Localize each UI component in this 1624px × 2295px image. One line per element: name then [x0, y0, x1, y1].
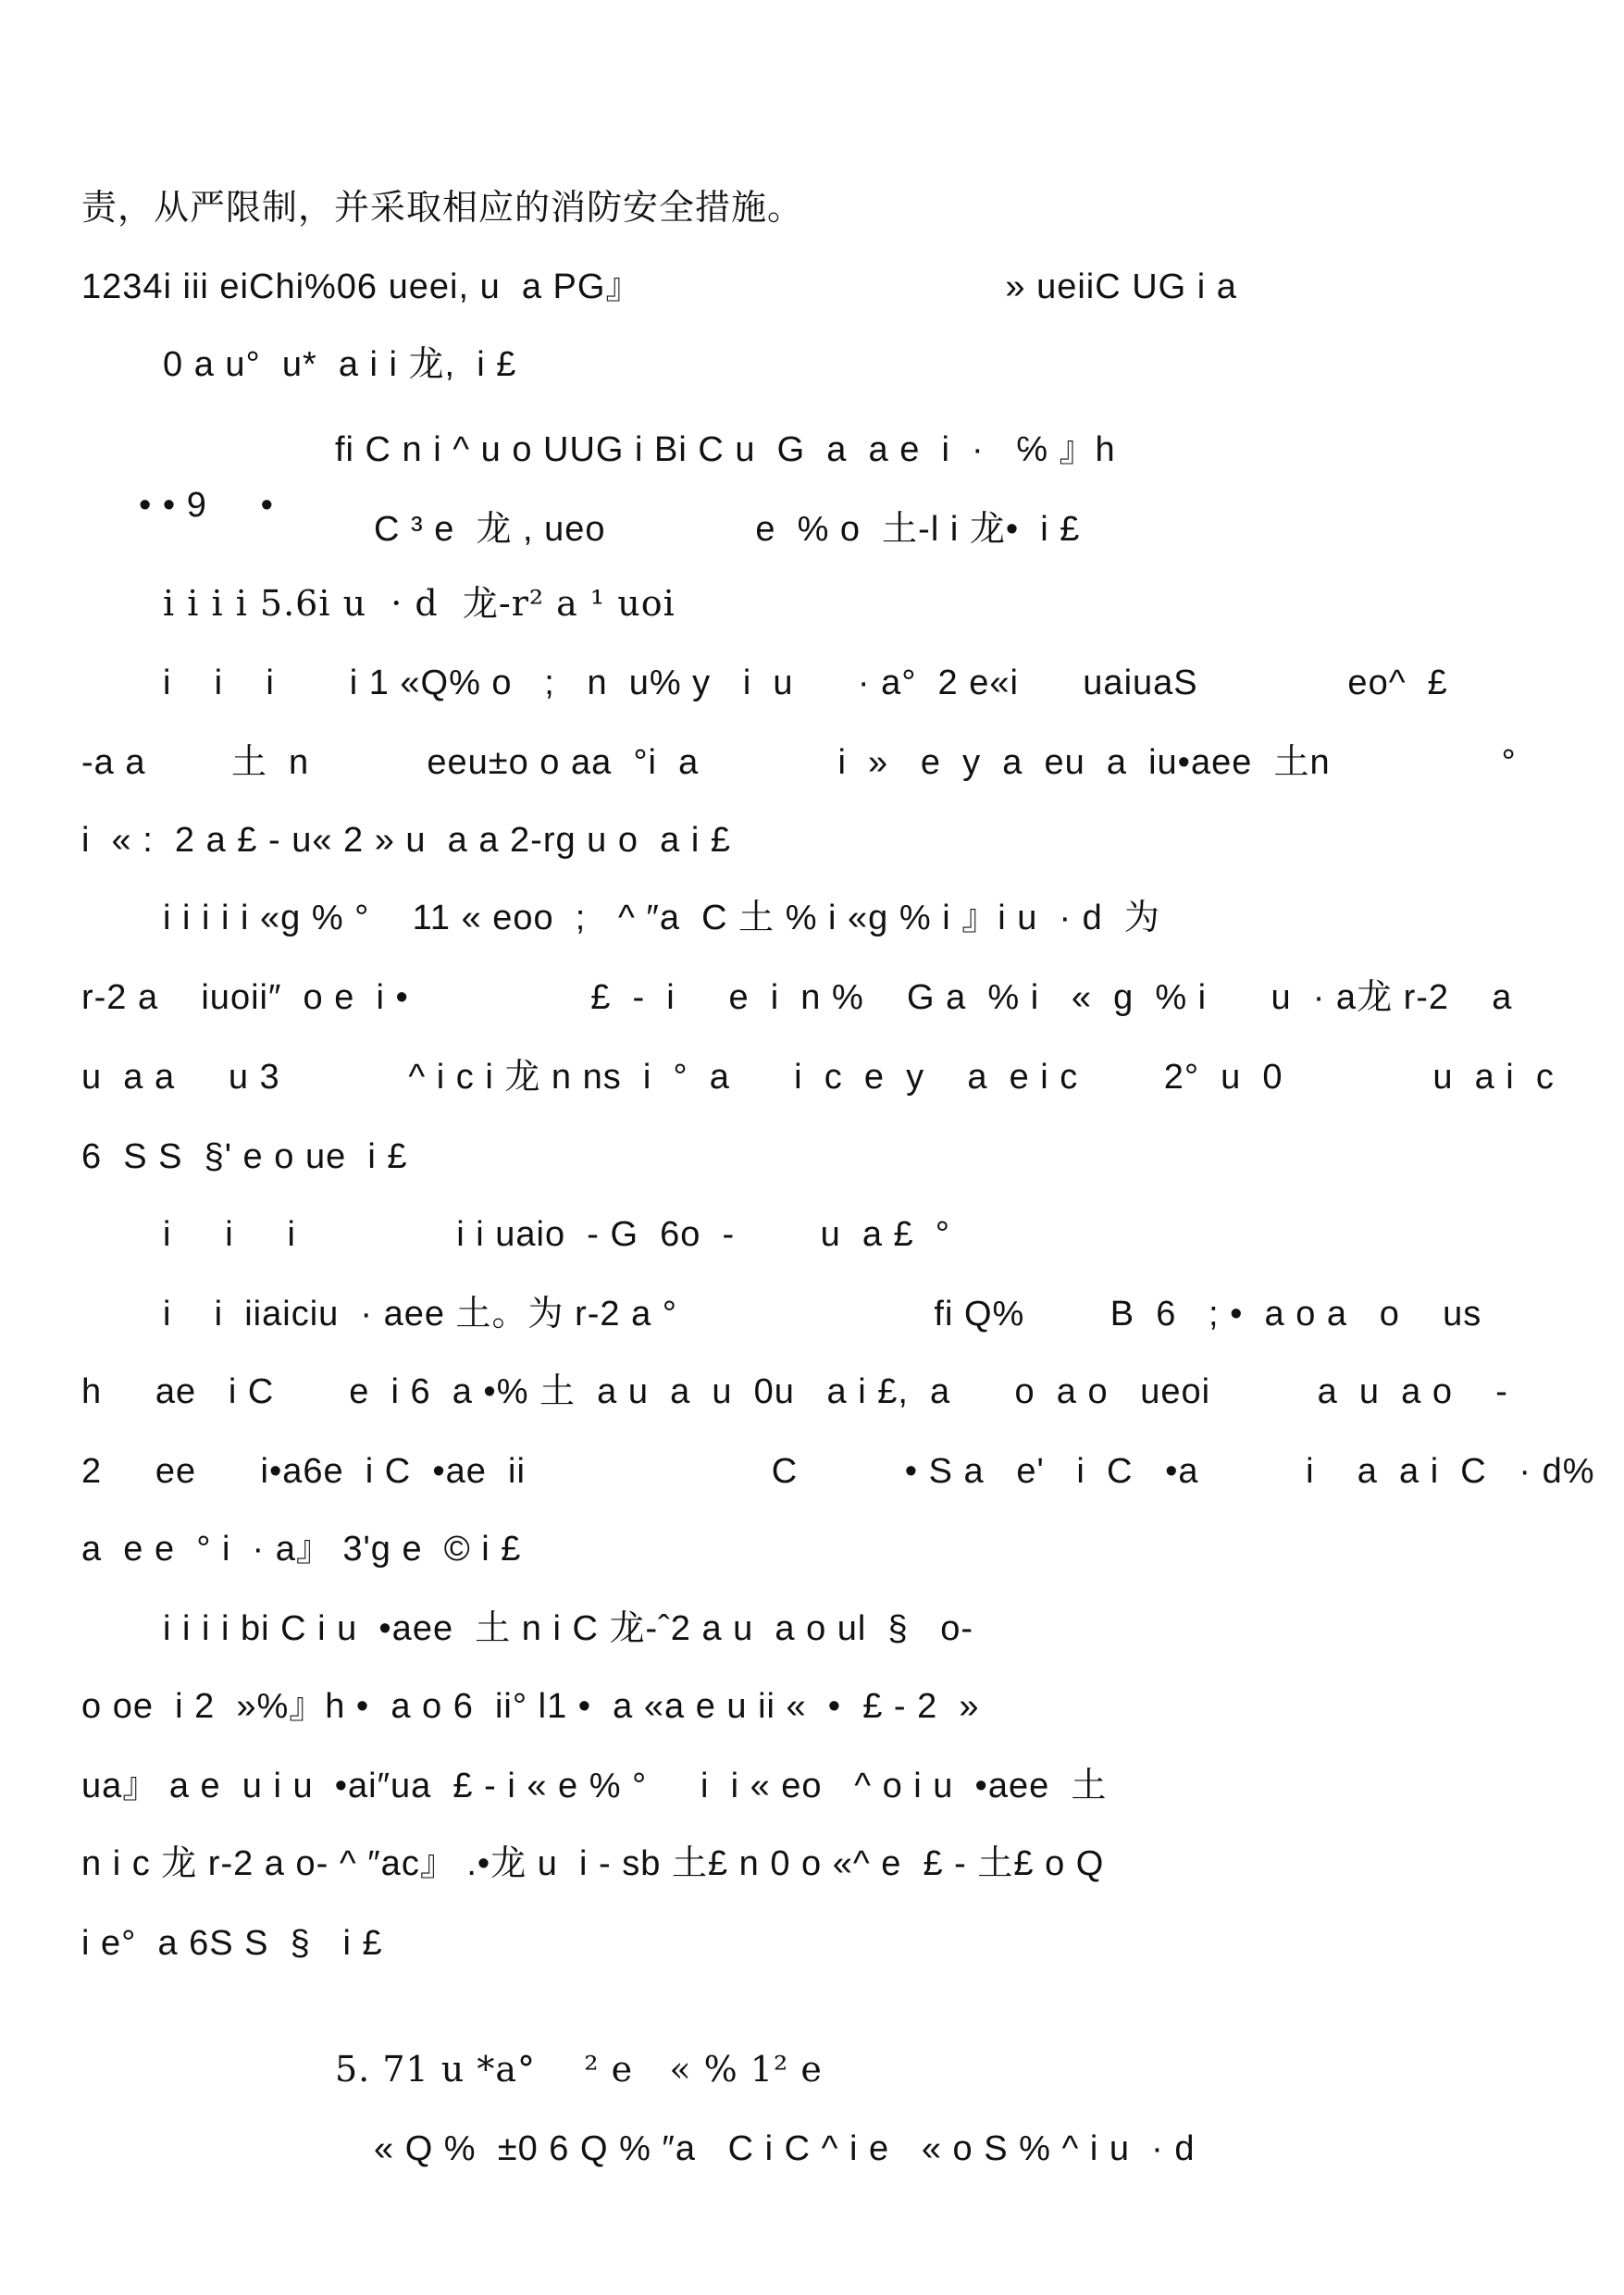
text-line-5: • • 9 •: [139, 486, 274, 525]
text-line-17: h ae i C e i 6 a •% 土 a u a u 0u a i £, a o a o ueoi a u a o -: [81, 1372, 1508, 1411]
text-line-3: 0 a u° u* a i i 龙, i £: [163, 345, 517, 384]
text-line-25: 5. 71 u *a° ² e « % 1² e: [335, 2049, 823, 2090]
text-line-18: 2 ee i•a6e i C •ae ii C • S a e' i C •a i a a i C · d%: [81, 1452, 1595, 1491]
text-line-7: i i i i 5.6i u · d 龙-r² a ¹ uoi: [163, 583, 676, 624]
text-line-16: i i iiaiciu · aee 土。为 r-2 a ° fi Q% B 6 ; • a o a o us: [163, 1295, 1482, 1334]
text-line-10: i « : 2 a £ - u« 2 » u a a 2-rg u o a i £: [81, 821, 731, 860]
text-line-26: « Q % ±0 6 Q % ″a C i C ^ i e « o S % ^ i u · d: [374, 2129, 1196, 2168]
text-line-21: o oe i 2 »%』h • a o 6 ii° l1 • a «a e u ii « • £ - 2 »: [81, 1687, 980, 1726]
text-line-8: i i i i 1 «Q% o ; n u% y i u · a° 2 e«i uaiuaS eo^ £: [163, 664, 1448, 702]
text-line-11: i i i i i «g % ° 11 « eoo ; ^ ″a C 土 % i «g % i 』i u · d 为: [163, 899, 1160, 937]
text-line-13: u a a u 3 ^ i c i 龙 n ns i ° a i c e y a e i c 2° u 0 u a i c: [81, 1058, 1555, 1097]
text-line-22: ua』 a e u i u •ai″ua £ - i « e % ° i i « eo ^ o i u •aee 土: [81, 1767, 1108, 1805]
text-line-23: n i c 龙 r-2 a o- ^ ″ac』 .•龙 u i - sb 土£ n 0 o «^ e £ - 土£ o Q: [81, 1844, 1105, 1883]
text-line-19: a e e ° i · a』 3'g e © i £: [81, 1530, 522, 1569]
text-line-20: i i i i bi C i u •aee 土 n i C 龙-ˆ2 a u a o ul § o-: [163, 1609, 974, 1648]
text-line-1: 责，从严限制，并采取相应的消防安全措施。: [81, 187, 804, 228]
text-line-9: -a a 土 n eeu±o o aa °i a i » e y a eu a iu•aee 土n °: [81, 743, 1517, 782]
text-line-24: i e° a 6S S § i £: [81, 1924, 383, 1963]
text-line-15: i i i i i uaio - G 6o - u a £ °: [163, 1215, 950, 1254]
text-line-14: 6 S S §' e o ue i £: [81, 1137, 408, 1176]
text-line-12: r-2 a iuoii″ o e i • £ - i e i n % G a % i « g % i u · a龙 r-2 a: [81, 978, 1513, 1017]
text-line-6: C ³ e 龙 , ueo e % o 土-l i 龙• i £: [374, 510, 1081, 549]
text-line-4: fi C n i ^ u o UUG i Bi C u G a a e i · ℅ 』h: [335, 430, 1116, 469]
text-line-2: 1234i iii eiChi%06 ueei, u a PG』 » ueiiC UG i a: [81, 267, 1237, 306]
